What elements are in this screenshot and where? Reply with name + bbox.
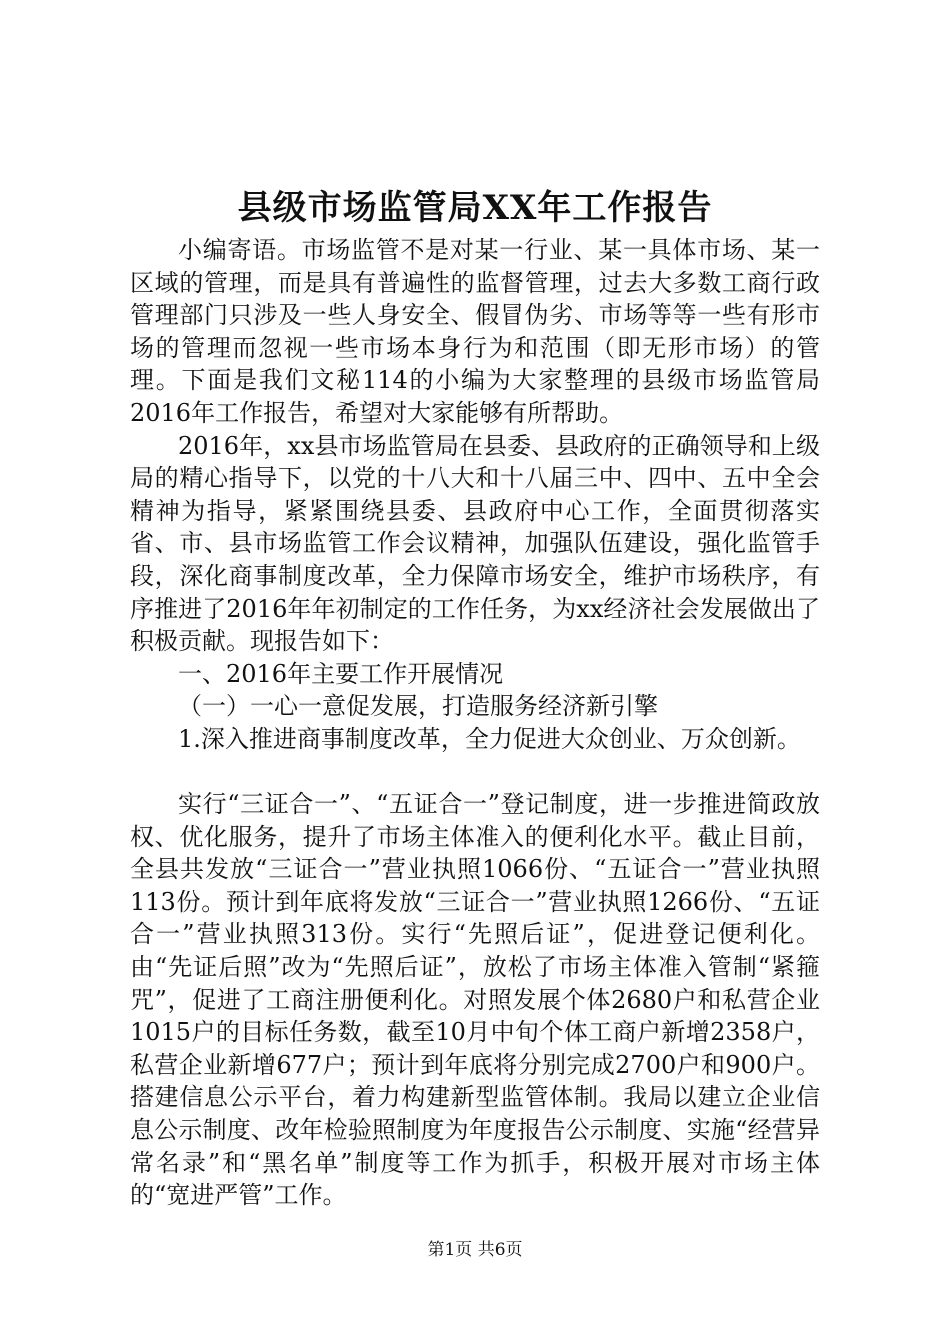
document-title: 县级市场监管局XX年工作报告 [237, 188, 713, 228]
document-body [130, 234, 820, 1212]
page-footer: 第1页 共6页 [427, 1240, 523, 1260]
summary-paragraph: 2016年，xx县市场监管局在县委、县政府的正确领导和上级局的精心指导下，以党的十八大和十八届三中、四中、五中全会精神为指导，紧紧围绕县委、县政府中心工作，全面贯彻落实省、市、县市场监管工作会议精神，加强队伍建设，强化监管手段，深化商事制度改革，全力保障市场安全，维护市场秩序，有序推进了2016年年初制定的工作任务，为xx经济社会发展做出了积极贡献。现报告如下： [130, 431, 820, 656]
section-heading: 一、2016年主要工作开展情况 [178, 659, 504, 688]
reform-paragraph: 实行“三证合一”、“五证合一”登记制度，进一步推进简政放权、优化服务，提升了市场主体准入的便利化水平。截止目前，全县共发放“三证合一”营业执照1066份、“五证合一”营业执照113份。预计到年底将发放“三证合一”营业执照1266份、“五证合一”营业执照313份。实行“先照后证”，促进登记便利化。由“先证后照”改为“先照后证”，放松了市场主体准入管制“紧箍咒”，促进了工商注册便利化。对照发展个体2680户和私营企业1015户的目标任务数，截至10月中旬个体工商户新增2358户，私营企业新增677户；预计到年底将分别完成2700户和900户。搭建信息公示平台，着力构建新型监管体制。我局以建立企业信息公示制度、改年检验照制度为年度报告公示制度、实施“经营异常名录”和“黑名单”制度等工作为抓手，积极开展对市场主体的“宽进严管”工作。 [130, 790, 820, 1210]
item-heading: 1.深入推进商事制度改革，全力促进大众创业、万众创新。 [178, 724, 801, 753]
intro-paragraph: 小编寄语。市场监管不是对某一行业、某一具体市场、某一区域的管理，而是具有普遍性的监督管理，过去大多数工商行政管理部门只涉及一些人身安全、假冒伪劣、市场等等一些有形市场的管理而忽视一些市场本身行为和范围（即无形市场）的管理。下面是我们文秘114的小编为大家整理的县级市场监管局2016年工作报告，希望对大家能够有所帮助。 [130, 236, 820, 427]
subsection-heading: （一）一心一意促发展，打造服务经济新引擎 [178, 692, 658, 721]
